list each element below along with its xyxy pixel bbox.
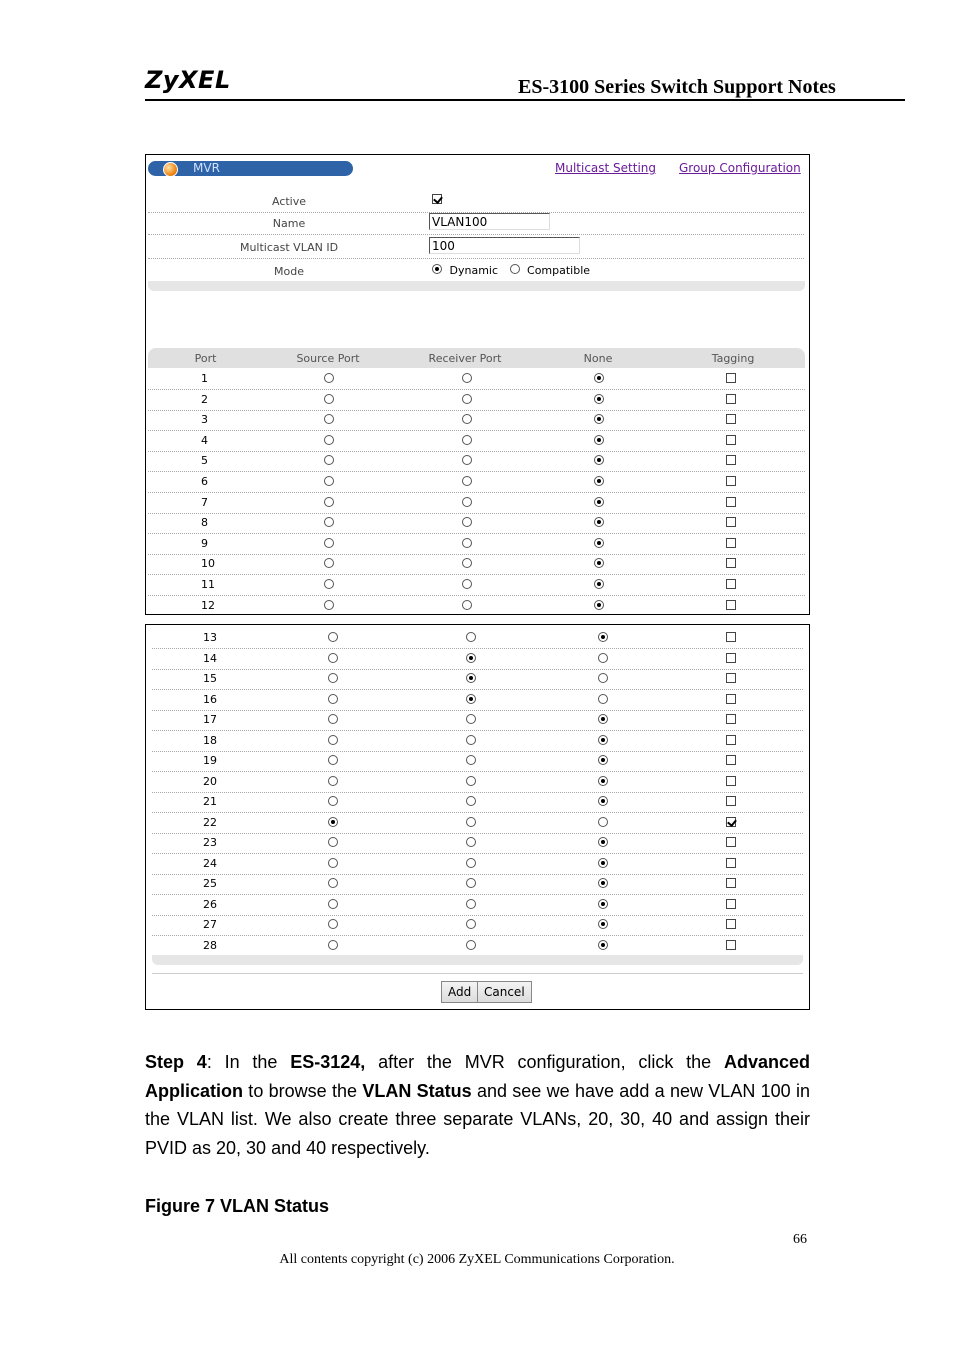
none-radio[interactable]: [598, 817, 608, 827]
source-port-radio[interactable]: [328, 878, 338, 888]
tagging-checkbox[interactable]: [726, 435, 736, 445]
source-port-radio[interactable]: [324, 579, 334, 589]
step-paragraph: [145, 1048, 810, 1163]
tagging-checkbox[interactable]: [726, 476, 736, 486]
col-none: None: [583, 352, 613, 365]
mode-compatible-label: Compatible: [527, 264, 591, 277]
source-port-radio[interactable]: [324, 538, 334, 548]
port-number: 2: [201, 392, 208, 406]
table-footer-bar: [152, 955, 803, 965]
tagging-checkbox[interactable]: [726, 858, 736, 868]
source-port-radio[interactable]: [328, 776, 338, 786]
source-port-radio[interactable]: [324, 394, 334, 404]
source-port-radio[interactable]: [324, 435, 334, 445]
source-port-radio[interactable]: [328, 673, 338, 683]
port-number: 20: [203, 774, 217, 788]
para-text-2: after the MVR configuration, click the: [365, 1052, 724, 1072]
source-port-radio[interactable]: [324, 497, 334, 507]
mvr-tab-label: MVR: [193, 161, 220, 175]
port-number: 14: [203, 651, 217, 665]
tagging-checkbox[interactable]: [726, 714, 736, 724]
source-port-radio[interactable]: [324, 600, 334, 610]
table-row: [148, 410, 805, 431]
source-port-radio[interactable]: [324, 476, 334, 486]
receiver-port-radio[interactable]: [462, 600, 472, 610]
name-label: Name: [272, 217, 306, 230]
cancel-button[interactable]: Cancel: [477, 981, 532, 1003]
form-footer-bar: [148, 281, 805, 291]
mode-dynamic-label: Dynamic: [449, 264, 499, 277]
table-row: [152, 669, 803, 690]
page-number: 66: [793, 1232, 807, 1247]
port-number: 10: [201, 557, 215, 571]
port-number: 24: [203, 856, 217, 870]
source-port-radio[interactable]: [328, 653, 338, 663]
table-row: [152, 915, 803, 936]
tagging-checkbox[interactable]: [726, 632, 736, 642]
receiver-port-radio[interactable]: [466, 919, 476, 929]
table-row: [152, 751, 803, 772]
mvr-panel-top: [145, 154, 810, 615]
table-row: [152, 874, 803, 895]
tagging-checkbox[interactable]: [726, 919, 736, 929]
mode-row: [148, 259, 804, 282]
vlan-id-label: Multicast VLAN ID: [239, 241, 339, 254]
tagging-checkbox[interactable]: [726, 735, 736, 745]
none-radio[interactable]: [598, 796, 608, 806]
active-checkbox[interactable]: [432, 194, 442, 204]
receiver-port-radio[interactable]: [462, 476, 472, 486]
menu-name: Advanced Application: [145, 1052, 810, 1101]
port-number: 16: [203, 692, 217, 706]
receiver-port-radio[interactable]: [466, 694, 476, 704]
document-title: ES-3100 Series Switch Support Notes: [518, 76, 836, 98]
none-radio[interactable]: [594, 435, 604, 445]
port-number: 15: [203, 672, 217, 685]
none-radio[interactable]: [598, 653, 608, 663]
tagging-checkbox[interactable]: [726, 517, 736, 527]
receiver-port-radio[interactable]: [466, 735, 476, 745]
tagging-checkbox[interactable]: [726, 653, 736, 663]
mode-compatible-radio[interactable]: [510, 264, 520, 274]
table-row: [148, 390, 805, 411]
table-row: [152, 895, 803, 916]
port-number: 19: [203, 754, 217, 767]
receiver-port-radio[interactable]: [466, 796, 476, 806]
table-row: [148, 596, 805, 616]
table-row: [152, 813, 803, 834]
port-number: 8: [201, 516, 208, 530]
table-row: [148, 472, 805, 493]
tagging-checkbox[interactable]: [726, 414, 736, 424]
vlan-id-input[interactable]: 100: [429, 237, 580, 254]
tagging-checkbox[interactable]: [726, 755, 736, 765]
receiver-port-radio[interactable]: [462, 538, 472, 548]
receiver-port-radio[interactable]: [462, 455, 472, 465]
button-separator: [152, 973, 803, 974]
receiver-port-radio[interactable]: [466, 837, 476, 847]
tagging-checkbox[interactable]: [726, 796, 736, 806]
table-row: [152, 936, 803, 957]
receiver-port-radio[interactable]: [466, 653, 476, 663]
multicast-setting-link[interactable]: Multicast Setting: [555, 161, 657, 175]
none-radio[interactable]: [598, 940, 608, 950]
port-number: 3: [201, 413, 208, 427]
table-row: [152, 854, 803, 875]
table-row: [148, 493, 805, 514]
para-text-3: to browse the: [243, 1080, 363, 1101]
table-row: [148, 534, 805, 555]
none-radio[interactable]: [594, 558, 604, 568]
table-row: [152, 731, 803, 752]
copyright: All contents copyright (c) 2006 ZyXEL Communications Corporation.: [279, 1252, 675, 1267]
tagging-checkbox[interactable]: [726, 373, 736, 383]
receiver-port-radio[interactable]: [462, 558, 472, 568]
none-radio[interactable]: [598, 632, 608, 642]
none-radio[interactable]: [594, 497, 604, 507]
source-port-radio[interactable]: [328, 735, 338, 745]
source-port-radio[interactable]: [328, 694, 338, 704]
table-row: [152, 833, 803, 854]
add-button[interactable]: Add: [441, 981, 478, 1003]
none-radio[interactable]: [598, 755, 608, 765]
tagging-checkbox[interactable]: [726, 776, 736, 786]
port-number: 12: [201, 598, 215, 612]
port-number: 4: [201, 433, 208, 447]
figure-caption: Figure 7 VLAN Status: [145, 1196, 330, 1216]
source-port-radio[interactable]: [328, 796, 338, 806]
port-number: 7: [201, 495, 208, 509]
source-port-radio[interactable]: [328, 714, 338, 724]
port-number: 26: [203, 897, 217, 911]
none-radio[interactable]: [598, 735, 608, 745]
port-number: 28: [203, 938, 217, 952]
table-row: [152, 628, 803, 649]
receiver-port-radio[interactable]: [466, 878, 476, 888]
tagging-checkbox[interactable]: [726, 558, 736, 568]
step-label: Step 4: [145, 1052, 207, 1072]
receiver-port-radio[interactable]: [462, 435, 472, 445]
receiver-port-radio[interactable]: [462, 517, 472, 527]
table-row: [152, 710, 803, 731]
para-text-4: and see we have add a new VLAN 100 in the VLAN list. We also create three separate VLANs, 20, 30, 40 and assign their PVID as 20, 30 and 40 respectively.: [145, 1080, 810, 1159]
table-row: [148, 554, 805, 575]
active-row: [148, 189, 804, 213]
col-receiver-port: Receiver Port: [428, 352, 502, 365]
tagging-checkbox[interactable]: [726, 538, 736, 548]
source-port-radio[interactable]: [328, 919, 338, 929]
source-port-radio[interactable]: [328, 817, 338, 827]
name-input[interactable]: VLAN100: [429, 213, 550, 230]
active-label: Active: [271, 195, 307, 208]
page-name: VLAN Status: [362, 1080, 472, 1101]
table-row: [152, 792, 803, 813]
receiver-port-radio[interactable]: [466, 858, 476, 868]
source-port-radio[interactable]: [328, 858, 338, 868]
source-port-radio[interactable]: [324, 414, 334, 424]
port-number: 5: [201, 454, 208, 468]
tagging-checkbox[interactable]: [726, 837, 736, 847]
port-number: 1: [201, 372, 208, 385]
port-number: 18: [203, 733, 217, 747]
port-number: 25: [203, 877, 217, 890]
none-radio[interactable]: [594, 373, 604, 383]
receiver-port-radio[interactable]: [462, 579, 472, 589]
name-row: [148, 211, 804, 235]
vlan-id-row: [148, 235, 804, 259]
receiver-port-radio[interactable]: [466, 632, 476, 642]
tagging-checkbox[interactable]: [726, 673, 736, 683]
receiver-port-radio[interactable]: [462, 394, 472, 404]
port-number: 23: [203, 836, 217, 849]
receiver-port-radio[interactable]: [462, 497, 472, 507]
para-text-1: : In the: [206, 1052, 291, 1072]
tagging-checkbox[interactable]: [726, 878, 736, 888]
none-radio[interactable]: [594, 455, 604, 465]
none-radio[interactable]: [598, 694, 608, 704]
none-radio[interactable]: [594, 394, 604, 404]
tagging-checkbox[interactable]: [726, 394, 736, 404]
table-row: [152, 690, 803, 711]
port-number: 11: [201, 578, 215, 591]
source-port-radio[interactable]: [328, 837, 338, 847]
none-radio[interactable]: [598, 776, 608, 786]
tagging-checkbox[interactable]: [726, 694, 736, 704]
tagging-checkbox[interactable]: [726, 579, 736, 589]
none-radio[interactable]: [594, 600, 604, 610]
device-name: ES-3124,: [290, 1052, 366, 1072]
receiver-port-radio[interactable]: [466, 673, 476, 683]
port-number: 13: [203, 631, 217, 644]
mvr-panel-bottom: [145, 624, 810, 1010]
tagging-checkbox[interactable]: [726, 940, 736, 950]
port-number: 27: [203, 918, 217, 931]
source-port-radio[interactable]: [328, 899, 338, 909]
table-row: [148, 575, 805, 596]
port-number: 17: [203, 713, 217, 726]
port-table-header: [148, 348, 805, 368]
col-source-port: Source Port: [296, 352, 360, 365]
receiver-port-radio[interactable]: [466, 817, 476, 827]
receiver-port-radio[interactable]: [466, 755, 476, 765]
source-port-radio[interactable]: [328, 940, 338, 950]
mode-label: Mode: [274, 265, 304, 278]
none-radio[interactable]: [598, 673, 608, 683]
receiver-port-radio[interactable]: [466, 776, 476, 786]
zyxel-logo: ZyXEL: [145, 66, 231, 94]
source-port-radio[interactable]: [328, 755, 338, 765]
none-radio[interactable]: [594, 538, 604, 548]
tagging-checkbox[interactable]: [726, 455, 736, 465]
receiver-port-radio[interactable]: [466, 899, 476, 909]
table-row: [148, 431, 805, 452]
none-radio[interactable]: [598, 919, 608, 929]
table-row: [152, 649, 803, 670]
receiver-port-radio[interactable]: [462, 373, 472, 383]
source-port-radio[interactable]: [328, 632, 338, 642]
none-radio[interactable]: [594, 579, 604, 589]
port-number: 22: [203, 815, 217, 829]
table-row: [152, 772, 803, 793]
tagging-checkbox[interactable]: [726, 497, 736, 507]
col-port: Port: [194, 352, 217, 365]
port-number: 6: [201, 475, 208, 488]
none-radio[interactable]: [594, 414, 604, 424]
mvr-tab-icon: [163, 162, 178, 177]
source-port-radio[interactable]: [324, 517, 334, 527]
receiver-port-radio[interactable]: [466, 940, 476, 950]
none-radio[interactable]: [598, 878, 608, 888]
none-radio[interactable]: [594, 517, 604, 527]
port-number: 21: [203, 795, 217, 808]
tagging-checkbox[interactable]: [726, 899, 736, 909]
group-configuration-link[interactable]: Group Configuration: [679, 161, 801, 175]
none-radio[interactable]: [598, 714, 608, 724]
none-radio[interactable]: [598, 858, 608, 868]
none-radio[interactable]: [598, 837, 608, 847]
source-port-radio[interactable]: [324, 558, 334, 568]
tagging-checkbox[interactable]: [726, 817, 736, 827]
table-row: [148, 369, 805, 390]
none-radio[interactable]: [598, 899, 608, 909]
source-port-radio[interactable]: [324, 455, 334, 465]
receiver-port-radio[interactable]: [466, 714, 476, 724]
table-row: [148, 513, 805, 534]
port-number: 9: [201, 536, 208, 550]
tagging-checkbox[interactable]: [726, 600, 736, 610]
none-radio[interactable]: [594, 476, 604, 486]
col-tagging: Tagging: [711, 352, 755, 365]
mvr-tab: [148, 161, 353, 176]
header-rule: [145, 99, 905, 101]
receiver-port-radio[interactable]: [462, 414, 472, 424]
source-port-radio[interactable]: [324, 373, 334, 383]
mode-dynamic-radio[interactable]: [432, 264, 442, 274]
table-row: [148, 451, 805, 472]
